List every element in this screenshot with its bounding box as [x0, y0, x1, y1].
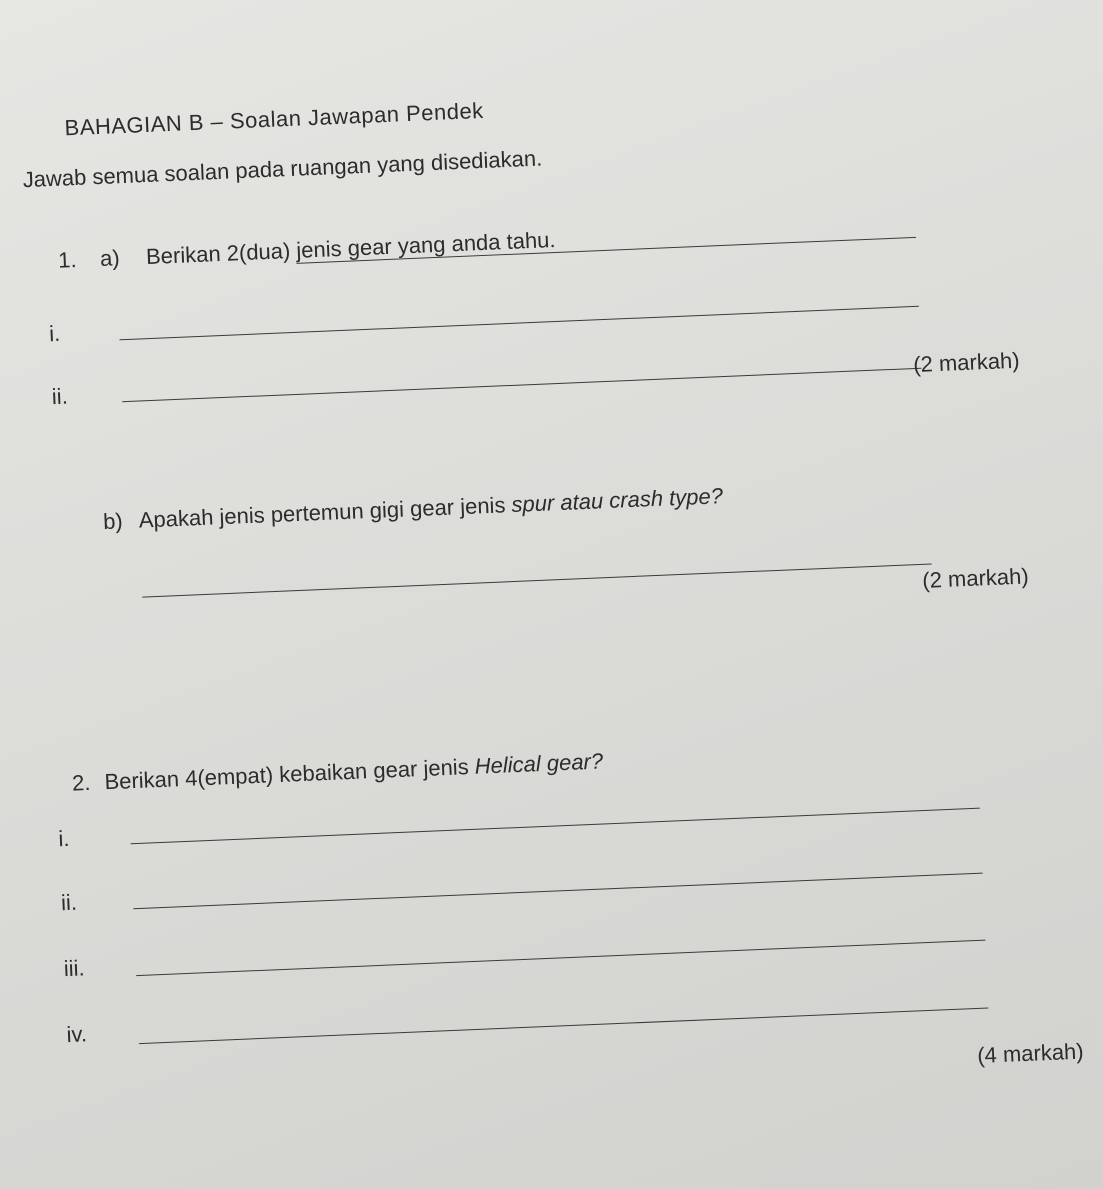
q2-answer-line-ii — [133, 873, 982, 910]
q2-marks: (4 markah) — [976, 1038, 1085, 1068]
q2-answer-label-i: i. — [57, 825, 70, 852]
q1b-text: Apakah jenis pertemun gigi gear jenis — [138, 492, 506, 533]
q1a-answer-line-ii — [122, 368, 921, 402]
q2-answer-line-iii — [136, 940, 985, 977]
q1a-answer-label-ii: ii. — [51, 383, 69, 410]
q2-answer-label-iii: iii. — [63, 955, 86, 982]
q2-answer-line-iv — [139, 1008, 988, 1045]
q2-answer-label-ii: ii. — [60, 889, 78, 916]
q2-answer-line-i — [131, 808, 980, 845]
q2-number: 2. — [71, 769, 91, 796]
q2-answer-label-iv: iv. — [66, 1021, 88, 1048]
q1b-text-italic: spur atau crash type? — [510, 483, 724, 518]
q1b-question — [103, 483, 724, 535]
q1a-marks: (2 markah) — [912, 347, 1021, 378]
q1a-label: a) — [99, 245, 121, 272]
q1a-answer-label-i: i. — [48, 320, 61, 347]
q1b-label: b) — [102, 508, 124, 535]
q2-text: Berikan 4(empat) kebaikan gear jenis — [103, 754, 470, 795]
q1a-question: Berikan 2(dua) jenis gear yang anda tahu. — [145, 226, 556, 270]
q1b-marks: (2 markah) — [921, 563, 1030, 593]
section-title: BAHAGIAN B – Soalan Jawapan Pendek — [64, 97, 485, 141]
q1-number: 1. — [57, 247, 78, 273]
q2-question — [72, 748, 604, 796]
q1a-answer-line-i — [120, 306, 919, 340]
instruction-text: Jawab semua soalan pada ruangan yang disediakan. — [22, 145, 543, 193]
q1b-answer-line — [142, 563, 931, 597]
q2-text-italic: Helical gear? — [474, 748, 604, 779]
